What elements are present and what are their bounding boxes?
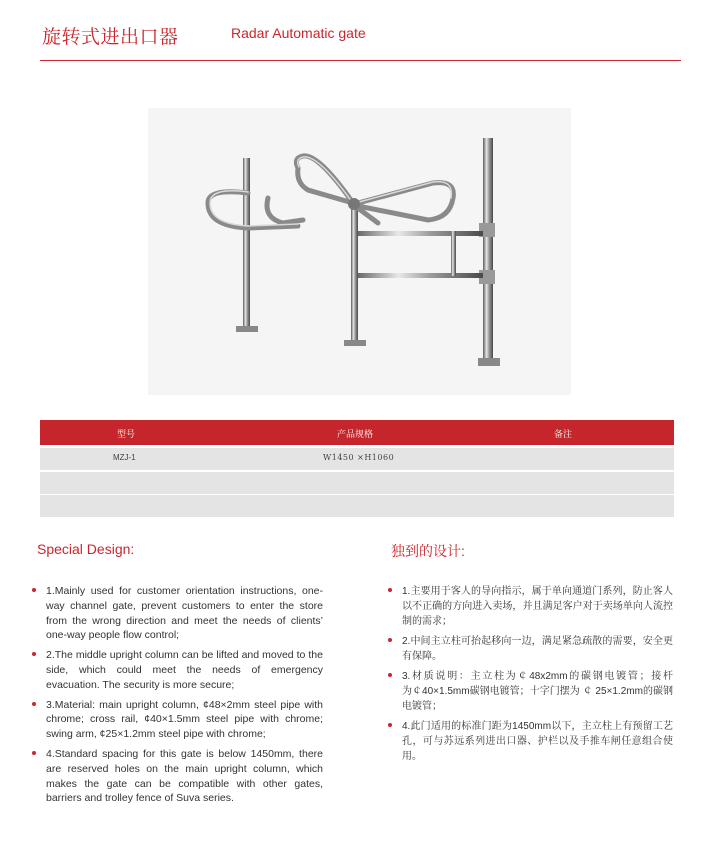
bullet-icon — [32, 702, 36, 706]
bullet-icon — [32, 588, 36, 592]
list-item: 2.中间主立柱可抬起移向一边，满足紧急疏散的需要，安全更有保障。 — [391, 634, 673, 664]
design-list-cn — [391, 584, 673, 769]
bullet-icon — [388, 673, 392, 677]
col-header-spec: 产品规格 — [337, 429, 374, 439]
product-photo — [148, 108, 571, 395]
list-item: 3.材质说明：主立柱为￠48x2mm的碳钢电镀管；接杆为￠40×1.5mm碳钢电镀管；十字门摆为 ￠ 25×1.2mm的碳钢电镀管； — [391, 669, 673, 714]
col-header-model: 型号 — [117, 429, 136, 439]
list-item: 1.Mainly used for customer orientation instructions, one-way channel gate, prevent customers to enter the store from the wrong direction and meet the needs of clients’ one-way people flow control; — [35, 584, 323, 643]
header-rule — [40, 60, 681, 61]
design-title-cn: 独到的设计: — [391, 543, 465, 559]
table-row — [40, 448, 674, 470]
title-cn: 旋转式进出口器 — [42, 27, 179, 48]
special-design-list — [35, 584, 323, 811]
table-header — [40, 420, 674, 445]
bullet-icon — [32, 751, 36, 755]
list-item: 1.主要用于客人的导向指示，属于单向通道门系列，防止客人以不正确的方向进入卖场，并且满足客户对于卖场单向人流控制的需求； — [391, 584, 673, 629]
cell-model: MZJ-1 — [113, 453, 136, 462]
table-row-blank — [40, 495, 674, 517]
bullet-icon — [388, 723, 392, 727]
bullet-icon — [388, 588, 392, 592]
bullet-icon — [32, 652, 36, 656]
list-item: 4.Standard spacing for this gate is below 1450mm, there are reserved holes on the main upright column, which makes the gate can be compatible with other gates, barriers and trolley fence of Suva series. — [35, 747, 323, 806]
table-row-blank — [40, 472, 674, 494]
list-item: 3.Material: main upright column, ¢48×2mm steel pipe with chrome; cross rail, ¢40×1.5mm steel pipe with chrome; swing arm, ¢25×1.2mm steel pipe with chrome; — [35, 698, 323, 742]
spec-table — [40, 420, 674, 517]
col-header-remark: 备注 — [554, 429, 573, 439]
special-design-title: Special Design: — [37, 541, 135, 557]
cell-spec: W1450 ×H1060 — [323, 453, 395, 462]
list-item: 4.此门适用的标准门距为1450mm以下，主立柱上有预留工艺孔，可与苏远系列进出口器、护栏以及手推车闸任意组合使用。 — [391, 719, 673, 764]
title-en: Radar Automatic gate — [231, 25, 366, 41]
list-item: 2.The middle upright column can be lifted and moved to the side, which could meet the needs of emergency evacuation. The security is more secure; — [35, 648, 323, 692]
bullet-icon — [388, 638, 392, 642]
